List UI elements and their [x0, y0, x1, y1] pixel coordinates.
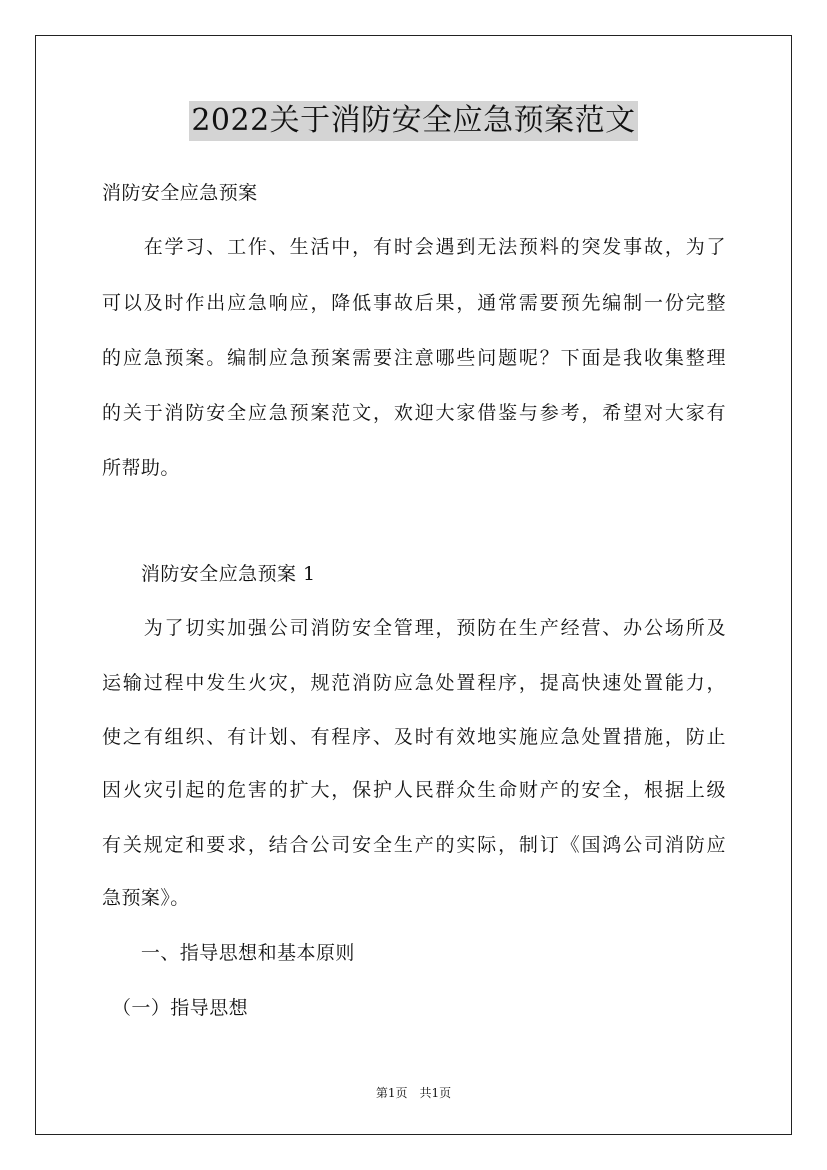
section-1-line-4: 因火灾引起的危害的扩大，保护人民群众生命财产的安全，根据上级: [102, 779, 726, 801]
section-1-line-5: 有关规定和要求，结合公司安全生产的实际，制订《国鸿公司消防应: [102, 834, 726, 856]
intro-line-3: 的应急预案。编制应急预案需要注意哪些问题呢？下面是我收集整理: [102, 347, 726, 369]
section-1-heading: 消防安全应急预案 1: [102, 563, 316, 585]
intro-line-1: 在学习、工作、生活中，有时会遇到无法预料的突发事故，为了: [102, 236, 726, 258]
page-footer: 第1页 共1页: [375, 1086, 452, 1100]
section-1-line-1: 为了切实加强公司消防安全管理，预防在生产经营、办公场所及: [102, 617, 726, 639]
heading-guiding-ideology: （一）指导思想: [102, 997, 249, 1019]
intro-line-2: 可以及时作出应急响应，降低事故后果，通常需要预先编制一份完整: [102, 292, 726, 314]
heading-guiding-principles: 一、指导思想和基本原则: [102, 942, 355, 964]
section-1-line-2: 运输过程中发生火灾，规范消防应急处置程序，提高快速处置能力，: [102, 672, 726, 694]
title-container: [0, 101, 827, 141]
document-subtitle: 消防安全应急预案: [102, 182, 258, 204]
section-1-line-3: 使之有组织、有计划、有程序、及时有效地实施应急处置措施，防止: [102, 726, 726, 748]
document-title: 2022关于消防安全应急预案范文: [189, 101, 637, 141]
intro-line-4: 的关于消防安全应急预案范文，欢迎大家借鉴与参考，希望对大家有: [102, 402, 726, 424]
intro-line-5: 所帮助。: [102, 457, 180, 479]
section-1-line-6: 急预案》。: [102, 887, 190, 909]
